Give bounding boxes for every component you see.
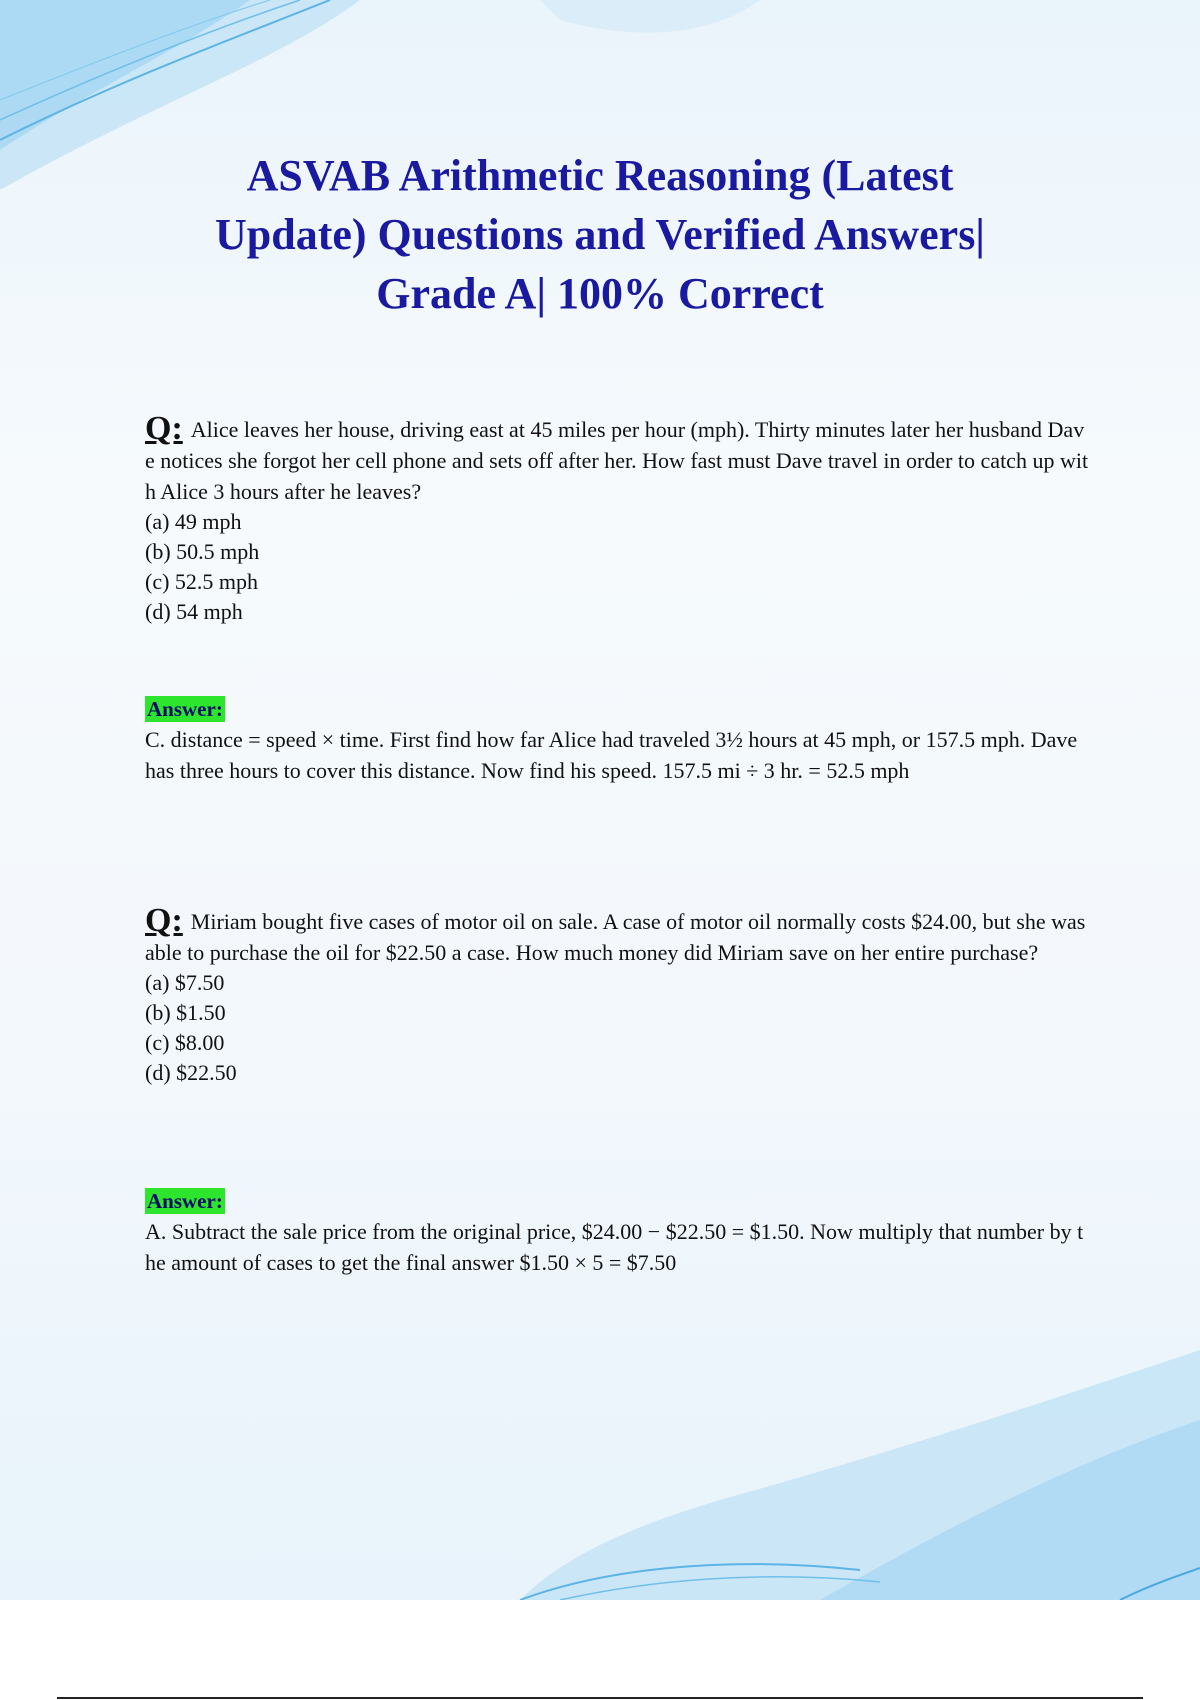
question-body: Miriam bought five cases of motor oil on sale. A case of motor oil normally costs $24.00, but she was able to purchase the oil for $22.50 a case. How much money did Miriam save on her entire purchase? bbox=[145, 909, 1086, 965]
document-title bbox=[150, 146, 1050, 323]
answer-label: Answer: bbox=[147, 697, 223, 721]
answer-option: (c) 52.5 mph bbox=[145, 569, 259, 594]
answer-option: (d) 54 mph bbox=[145, 599, 243, 624]
answer-option: (b) 50.5 mph bbox=[145, 539, 260, 564]
answer-explanation: A. Subtract the sale price from the original price, $24.00 − $22.50 = $1.50. Now multiply that number by the amount of cases to get the final answer $1.50 × 5 = $7.50 bbox=[145, 1219, 1084, 1275]
title-line: Grade A| 100% Correct bbox=[376, 269, 824, 318]
title-line: ASVAB Arithmetic Reasoning (Latest bbox=[246, 151, 954, 200]
answer-option: (b) $1.50 bbox=[145, 1000, 226, 1025]
question-marker: Q: bbox=[145, 902, 183, 939]
question-block bbox=[145, 902, 1090, 1088]
question-block bbox=[145, 410, 1090, 627]
answer-label: Answer: bbox=[147, 1189, 223, 1213]
question-text bbox=[145, 410, 1090, 507]
answer-explanation: C. distance = speed × time. First find how far Alice had traveled 3½ hours at 45 mph, or 157.5 mph. Dave has three hours to cover this distance. Now find his speed. 157.5 mi ÷ 3 hr. = 52.5 mph bbox=[145, 727, 1078, 783]
title-line: Update) Questions and Verified Answers| bbox=[215, 210, 985, 259]
answer-option: (a) $7.50 bbox=[145, 970, 225, 995]
answer-option: (a) 49 mph bbox=[145, 509, 242, 534]
footer-divider bbox=[57, 1697, 1143, 1699]
question-body: Alice leaves her house, driving east at 45 miles per hour (mph). Thirty minutes later her husband Dave notices she forgot her cell phone and sets off after her. How fast must Dave travel in order to catch up with Alice 3 hours after he leaves? bbox=[145, 417, 1089, 504]
answer-block bbox=[145, 696, 1090, 786]
answer-option: (d) $22.50 bbox=[145, 1060, 237, 1085]
question-text bbox=[145, 902, 1090, 968]
answer-option: (c) $8.00 bbox=[145, 1030, 225, 1055]
question-marker: Q: bbox=[145, 410, 183, 447]
answer-block bbox=[145, 1188, 1090, 1278]
